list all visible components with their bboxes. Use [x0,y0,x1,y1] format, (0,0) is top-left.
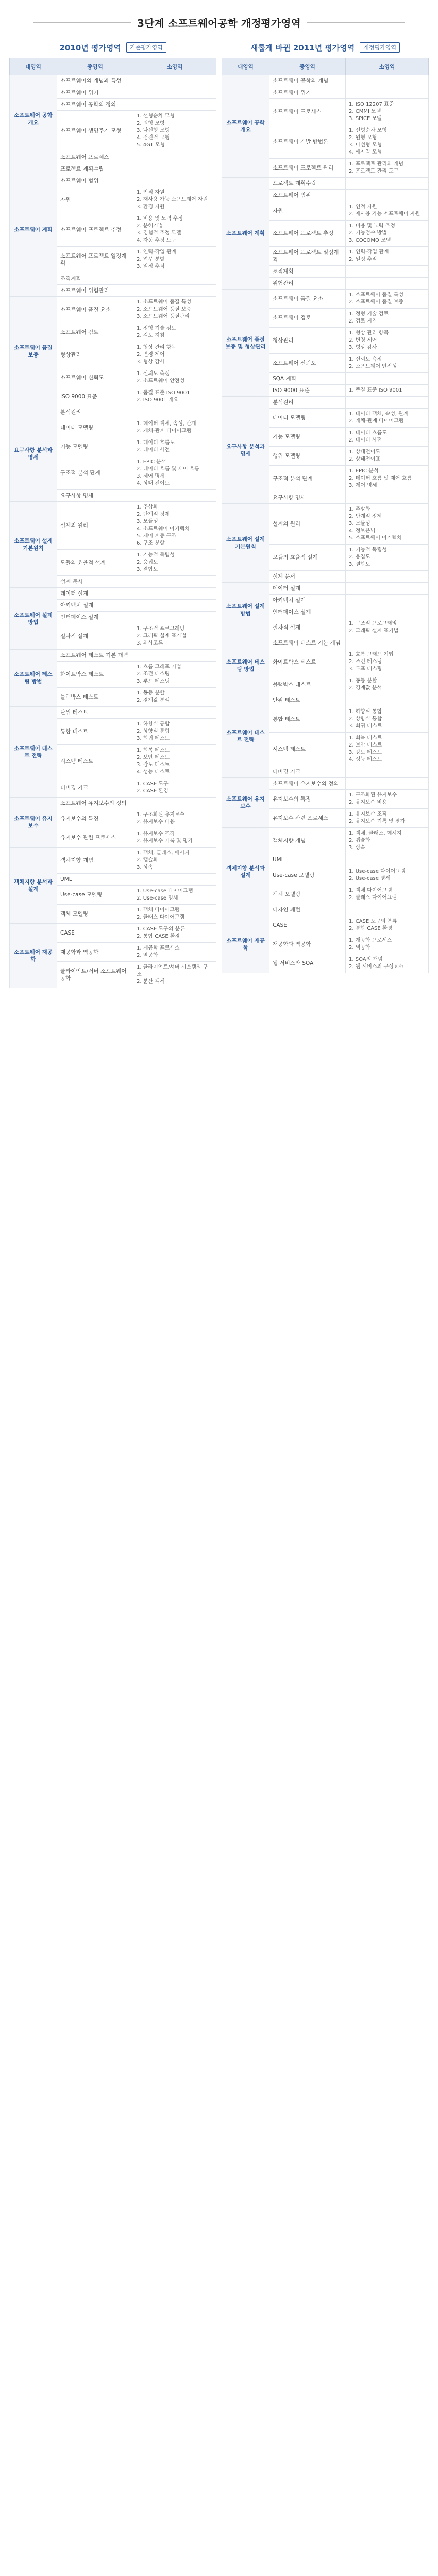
minor-area-cell [346,178,429,190]
mid-area-cell: 소프트웨어 범위 [269,190,346,201]
table-row [10,650,216,662]
mid-area-cell: UML [57,874,133,886]
mid-area-cell: 소프트웨어 위험관리 [57,285,133,297]
major-area-cell: 소프트웨어 테스트 전략 [222,694,269,778]
major-area-cell: 소프트웨어 재공학 [10,924,57,988]
mid-area-cell: Use-case 모델링 [269,866,346,885]
section-title-se [0,7,438,37]
minor-area-cell: 1. 흐름 그래프 기법 2. 조건 테스팅 3. 루프 테스팅 [346,649,429,675]
minor-area-cell: 1. 인적 자원 2. 재사용 가능 소프트웨어 자원 [346,201,429,221]
minor-area-cell: 1. 형상 관리 항목 2. 변경 제어 3. 형상 감사 [346,328,429,354]
left-table-body [10,75,216,988]
mid-area-cell: 소프트웨어 공학의 개념 [269,75,346,87]
mid-area-cell: 유지보수의 특징 [57,809,133,828]
mid-area-cell: 소프트웨어 개발 방법론 [269,125,346,159]
mid-area-cell: 재공학과 역공학 [57,943,133,962]
major-area-cell: 소프트웨어 품질보증 및 형상관리 [222,290,269,397]
mid-area-cell: 디자인 패턴 [269,904,346,916]
mid-area-cell: 소프트웨어 프로젝트 일정계획 [57,247,133,273]
mid-area-cell: 단위 테스트 [269,694,346,706]
mid-area-cell: 통합 테스트 [57,719,133,745]
mid-area-cell: 데이터 설계 [57,588,133,600]
minor-area-cell [133,175,216,187]
mid-area-cell: 객체 모델링 [269,885,346,904]
minor-area-cell: 1. 하향식 통합 2. 상향식 통합 3. 회귀 테스트 [346,706,429,733]
minor-area-cell: 1. 재공학 프로세스 2. 역공학 [133,943,216,962]
major-area-cell: 소프트웨어 품질보증 [10,297,57,406]
minor-area-cell [346,606,429,618]
table-row [10,75,216,87]
minor-area-cell [133,151,216,163]
minor-area-cell: 1. 객체 다이어그램 2. 클래스 다이어그램 [346,885,429,904]
minor-area-cell [346,397,429,409]
minor-area-cell: 1. CASE 도구 2. CASE 환경 [133,778,216,798]
table-row [222,504,429,545]
minor-area-cell [346,266,429,278]
left-column-title: 2010년 평가영역 [59,43,121,53]
mid-area-cell: 소프트웨어 품질 요소 [269,290,346,309]
table-row [10,707,216,719]
minor-area-cell [346,854,429,866]
minor-area-cell [133,99,216,111]
mid-area-cell: Use-case 모델링 [57,886,133,905]
mid-area-cell: 소프트웨어 프로젝트 추정 [269,221,346,247]
mid-area-cell: 조직계획 [57,273,133,285]
mid-area-cell: SQA 계획 [269,373,346,385]
minor-area-cell: 1. 신뢰도 측정 2. 소프트웨어 안전성 [133,368,216,387]
table-row [10,297,216,323]
table-row [10,848,216,874]
left-column-badge: 기존평가영역 [126,42,166,53]
right-column [222,37,429,988]
minor-area-cell: 1. 하향식 통합 2. 상향식 통합 3. 회귀 테스트 [133,719,216,745]
minor-area-cell [346,778,429,790]
table-row [222,916,429,935]
mid-area-cell: 아키텍처 설계 [269,595,346,606]
minor-area-cell: 1. Use-case 다이어그램 2. Use-case 명세 [346,866,429,885]
table-row [222,178,429,190]
minor-area-cell [133,273,216,285]
mid-area-cell: 소프트웨어 신뢰도 [57,368,133,387]
minor-area-cell: 1. 유지보수 조직 2. 유지보수 기록 및 평가 [133,828,216,848]
mid-area-cell: 소프트웨어 신뢰도 [269,354,346,373]
mid-area-cell: 모듈의 효율적 설계 [269,545,346,571]
mid-area-cell: 소프트웨어 위기 [269,87,346,99]
mid-area-cell: 소프트웨어 유지보수의 정의 [57,798,133,809]
minor-area-cell: 1. 클라이언트/서버 시스템의 구조 2. 분산 객체 [133,962,216,988]
minor-area-cell: 1. 정형 기술 검토 2. 검토 지침 [346,309,429,328]
minor-area-cell: 1. 기능적 독립성 2. 응집도 3. 결합도 [346,545,429,571]
major-area-cell: 소프트웨어 테스트 전략 [10,707,57,798]
minor-area-cell: 1. 품질 표준 ISO 9001 [346,385,429,397]
mid-area-cell: 웹 서비스와 SOA [269,954,346,973]
minor-area-cell: 1. ISO 12207 표준 2. CMMI 모델 3. SPICE 모델 [346,99,429,125]
minor-area-cell [346,75,429,87]
table-row [10,502,216,550]
major-area-cell: 요구사항 분석과 명세 [10,406,57,502]
mid-area-cell: 기능 모델링 [269,428,346,447]
mid-area-cell: 시스템 테스트 [57,745,133,778]
minor-area-cell: 1. 데이터 객체, 속성, 관계 2. 개체-관계 다이어그램 [133,418,216,437]
minor-area-cell: 1. 추상화 2. 단계적 정제 3. 모듈성 4. 소프트웨어 아키텍처 5. 제어 계층 구조 6. 구조 분할 [133,502,216,550]
minor-area-cell [133,576,216,588]
minor-area-cell: 1. 비용 및 노력 추정 2. 기능점수 방법 3. COCOMO 모델 [346,221,429,247]
mid-area-cell: UML [269,854,346,866]
mid-area-cell: ISO 9000 표준 [57,387,133,406]
mid-area-cell: 단위 테스트 [57,707,133,719]
mid-area-cell: 자원 [57,187,133,213]
minor-area-cell [346,595,429,606]
minor-area-cell: 1. 선형순차 모형 2. 원형 모형 3. 나선형 모형 4. 점진적 모형 5. 4GT 모형 [133,111,216,151]
header-mid: 중영역 [57,58,133,75]
mid-area-cell: 행위 모델링 [269,447,346,466]
mid-area-cell: 소프트웨어 품질 요소 [57,297,133,323]
mid-area-cell: 객체 모델링 [57,905,133,924]
minor-area-cell: 1. 소프트웨어 품질 특성 2. 소프트웨어 품질 보증 3. 소프트웨어 품질관리 [133,297,216,323]
minor-area-cell [133,406,216,418]
mid-area-cell: 분석원리 [57,406,133,418]
mid-area-cell: 소프트웨어 프로세스 [269,99,346,125]
mid-area-cell: 소프트웨어 위기 [57,87,133,99]
minor-area-cell [346,904,429,916]
minor-area-cell: 1. 구조화된 유지보수 2. 유지보수 비용 [133,809,216,828]
table-row [222,290,429,309]
major-area-cell: 객체지향 분석과 설계 [222,828,269,916]
header-minor: 소영역 [133,58,216,75]
major-area-cell: 소프트웨어 설계방법 [10,588,57,650]
mid-area-cell: 위험관리 [269,278,346,290]
mid-area-cell: 형상관리 [269,328,346,354]
minor-area-cell [133,874,216,886]
mid-area-cell: 소프트웨어 테스트 기본 개념 [57,650,133,662]
minor-area-cell: 1. CASE 도구의 분류 2. 통합 CASE 환경 [133,924,216,943]
minor-area-cell: 1. 데이터 흐름도 2. 데이터 사전 [346,428,429,447]
minor-area-cell [133,612,216,623]
header-major: 대영역 [10,58,57,75]
mid-area-cell: 클라이언트/서버 소프트웨어 공학 [57,962,133,988]
mid-area-cell: 분석원리 [269,397,346,409]
mid-area-cell: 소프트웨어 공학의 정의 [57,99,133,111]
mid-area-cell: 소프트웨어의 개념과 특성 [57,75,133,87]
comparison-columns [0,37,438,988]
major-area-cell: 소프트웨어 유지보수 [10,798,57,848]
mid-area-cell: 요구사항 명세 [269,492,346,504]
minor-area-cell: 1. 유지보수 조직 2. 유지보수 기록 및 평가 [346,809,429,828]
mid-area-cell: 절차적 설계 [57,623,133,650]
minor-area-cell [346,278,429,290]
minor-area-cell: 1. 동등 분할 2. 경계값 분석 [133,688,216,707]
table-row [222,397,429,409]
minor-area-cell: 1. 인력-작업 관계 2. 일정 추적 [346,247,429,266]
minor-area-cell [133,588,216,600]
minor-area-cell: 1. 상태전이도 2. 상태전이표 [346,447,429,466]
table-header-row [222,58,429,75]
minor-area-cell [133,285,216,297]
minor-area-cell: 1. 객체, 클래스, 메시지 2. 캡슐화 3. 상속 [133,848,216,874]
right-column-badge: 개정평가영역 [360,42,400,53]
mid-area-cell: 소프트웨어 유지보수의 정의 [269,778,346,790]
mid-area-cell: 데이터 설계 [269,583,346,595]
mid-area-cell: 재공학과 역공학 [269,935,346,954]
table-row [10,406,216,418]
mid-area-cell: 구조적 분석 단계 [269,466,346,492]
minor-area-cell: 1. 데이터 흐름도 2. 데이터 사전 [133,437,216,456]
minor-area-cell [346,766,429,778]
table-row [10,798,216,809]
minor-area-cell: 1. Use-case 다이어그램 2. Use-case 명세 [133,886,216,905]
minor-area-cell: 1. SOA의 개념 2. 웹 서비스의 구성요소 [346,954,429,973]
mid-area-cell: 소프트웨어 프로젝트 추정 [57,213,133,247]
mid-area-cell: 블랙박스 테스트 [57,688,133,707]
minor-area-cell [346,637,429,649]
major-area-cell: 소프트웨어 설계 기본원칙 [10,502,57,588]
table-row [222,637,429,649]
mid-area-cell: 소프트웨어 프로젝트 관리 [269,159,346,178]
mid-area-cell: 요구사항 명세 [57,490,133,502]
minor-area-cell: 1. 객체 다이어그램 2. 클래스 다이어그램 [133,905,216,924]
minor-area-cell: 1. 추상화 2. 단계적 정제 3. 모듈성 4. 정보은닉 5. 소프트웨어 아키텍처 [346,504,429,545]
minor-area-cell: 1. 객체, 클래스, 메시지 2. 캡슐화 3. 상속 [346,828,429,854]
title-rule [33,22,131,23]
minor-area-cell: 1. 재공학 프로세스 2. 역공학 [346,935,429,954]
minor-area-cell: 1. 데이터 객체, 속성, 관계 2. 개체-관계 다이어그램 [346,409,429,428]
minor-area-cell: 1. 선형순차 모형 2. 원형 모형 3. 나선형 모형 4. 애자일 모형 [346,125,429,159]
minor-area-cell [346,571,429,583]
mid-area-cell: 시스템 테스트 [269,733,346,766]
mid-area-cell: 설계의 원리 [57,502,133,550]
header-major: 대영역 [222,58,269,75]
minor-area-cell [346,87,429,99]
minor-area-cell [133,163,216,175]
mid-area-cell: 디버깅 기교 [269,766,346,778]
minor-area-cell: 1. 정형 기술 검토 2. 검토 지침 [133,323,216,342]
left-column [9,37,216,988]
minor-area-cell: 1. 인력-작업 관계 2. 업무 분할 3. 일정 추적 [133,247,216,273]
mid-area-cell: 소프트웨어 프로젝트 일정계획 [269,247,346,266]
mid-area-cell: 인터페이스 설계 [269,606,346,618]
major-area-cell: 소프트웨어 설계방법 [222,583,269,637]
major-area-cell: 소프트웨어 테스팅 방법 [222,637,269,694]
minor-area-cell: 1. 회복 테스트 2. 보안 테스트 3. 강도 테스트 4. 성능 테스트 [133,745,216,778]
minor-area-cell: 1. 형상 관리 항목 2. 변경 제어 3. 형상 감사 [133,342,216,368]
mid-area-cell: 통합 테스트 [269,706,346,733]
minor-area-cell: 1. EPIC 분석 2. 데이터 흐름 및 제어 흐름 3. 제어 명세 4. 상태 전이도 [133,456,216,490]
major-area-cell: 소프트웨어 설계 기본원칙 [222,504,269,583]
right-table-body [222,75,429,973]
mid-area-cell: 화이트박스 테스트 [57,662,133,688]
minor-area-cell: 1. 인적 자원 2. 재사용 가능 소프트웨어 자원 3. 환경 자원 [133,187,216,213]
minor-area-cell [346,373,429,385]
right-column-title: 새롭게 바뀐 2011년 평가영역 [250,43,355,53]
major-area-cell: 소프트웨어 공학 개요 [222,75,269,178]
mid-area-cell: 소프트웨어 생명주기 모형 [57,111,133,151]
mid-area-cell: 소프트웨어 테스트 기본 개념 [269,637,346,649]
mid-area-cell: 프로젝트 계획수립 [269,178,346,190]
major-area-cell: 소프트웨어 계획 [222,178,269,290]
table-row [222,583,429,595]
table-row [222,828,429,854]
header-mid: 중영역 [269,58,346,75]
mid-area-cell: 설계 문서 [57,576,133,588]
major-area-cell: 소프트웨어 유지보수 [222,778,269,828]
minor-area-cell: 1. 품질 표준 ISO 9001 2. ISO 9001 개요 [133,387,216,406]
left-table [9,58,216,988]
table-row [10,163,216,175]
left-column-header [9,37,216,58]
section-title-text: 3단계 소프트웨어공학 개정평가영역 [137,16,301,29]
minor-area-cell [346,583,429,595]
mid-area-cell: 소프트웨어 검토 [57,323,133,342]
minor-area-cell [133,87,216,99]
minor-area-cell [133,75,216,87]
minor-area-cell: 1. 프로젝트 관리의 개념 2. 프로젝트 관리 도구 [346,159,429,178]
minor-area-cell [346,492,429,504]
mid-area-cell: 유지보수 관련 프로세스 [57,828,133,848]
table-row [10,924,216,943]
mid-area-cell: 조직계획 [269,266,346,278]
mid-area-cell: ISO 9000 표준 [269,385,346,397]
minor-area-cell: 1. 소프트웨어 품질 특성 2. 소프트웨어 품질 보증 [346,290,429,309]
minor-area-cell [133,798,216,809]
mid-area-cell: 디버깅 기교 [57,778,133,798]
title-rule [307,22,405,23]
mid-area-cell: 형상관리 [57,342,133,368]
minor-area-cell: 1. 신뢰도 측정 2. 소프트웨어 안전성 [346,354,429,373]
mid-area-cell: 데이터 모델링 [269,409,346,428]
major-area-cell: 요구사항 분석과 명세 [222,397,269,504]
mid-area-cell: 인터페이스 설계 [57,612,133,623]
mid-area-cell: 프로젝트 계획수립 [57,163,133,175]
major-area-cell: 소프트웨어 재공학 [222,916,269,973]
mid-area-cell: 소프트웨어 프로세스 [57,151,133,163]
minor-area-cell [133,707,216,719]
right-table [222,58,429,973]
minor-area-cell: 1. 동등 분할 2. 경계값 분석 [346,675,429,694]
minor-area-cell: 1. 기능적 독립성 2. 응집도 3. 결합도 [133,550,216,576]
table-row [10,588,216,600]
mid-area-cell: 화이트박스 테스트 [269,649,346,675]
major-area-cell: 소프트웨어 공학 개요 [10,75,57,163]
table-header-row [10,58,216,75]
table-row [222,694,429,706]
mid-area-cell: 유지보수 관련 프로세스 [269,809,346,828]
major-area-cell: 소프트웨어 테스팅 방법 [10,650,57,707]
mid-area-cell: 소프트웨어 범위 [57,175,133,187]
mid-area-cell: CASE [57,924,133,943]
minor-area-cell: 1. 구조화된 유지보수 2. 유지보수 비용 [346,790,429,809]
right-column-header [222,37,429,58]
mid-area-cell: 설계의 원리 [269,504,346,545]
mid-area-cell: 자원 [269,201,346,221]
mid-area-cell: 모듈의 효율적 설계 [57,550,133,576]
minor-area-cell: 1. 구조적 프로그래밍 2. 그래픽 설계 표기법 3. 의사코드 [133,623,216,650]
mid-area-cell: 아키텍처 설계 [57,600,133,612]
major-area-cell: 객체지향 분석과 설계 [10,848,57,924]
table-row [222,778,429,790]
mid-area-cell: 데이터 모델링 [57,418,133,437]
minor-area-cell [133,490,216,502]
mid-area-cell: CASE [269,916,346,935]
mid-area-cell: 설계 문서 [269,571,346,583]
minor-area-cell: 1. EPIC 분석 2. 데이터 흐름 및 제어 흐름 3. 제어 명세 [346,466,429,492]
table-row [222,75,429,87]
minor-area-cell [133,600,216,612]
minor-area-cell [346,694,429,706]
mid-area-cell: 절차적 설계 [269,618,346,637]
mid-area-cell: 객체지향 개념 [269,828,346,854]
minor-area-cell: 1. 회복 테스트 2. 보안 테스트 3. 강도 테스트 4. 성능 테스트 [346,733,429,766]
page [0,7,438,2576]
minor-area-cell: 1. 흐름 그래프 기법 2. 조건 테스팅 3. 루프 테스팅 [133,662,216,688]
mid-area-cell: 유지보수의 특징 [269,790,346,809]
mid-area-cell: 소프트웨어 검토 [269,309,346,328]
major-area-cell: 소프트웨어 계획 [10,163,57,297]
minor-area-cell: 1. CASE 도구의 분류 2. 통합 CASE 환경 [346,916,429,935]
minor-area-cell [346,190,429,201]
header-minor: 소영역 [346,58,429,75]
minor-area-cell [133,650,216,662]
mid-area-cell: 기능 모델링 [57,437,133,456]
minor-area-cell: 1. 비용 및 노력 추정 2. 분해기법 3. 경험적 추정 모델 4. 자동 추정 도구 [133,213,216,247]
mid-area-cell: 구조적 분석 단계 [57,456,133,490]
mid-area-cell: 객체지향 개념 [57,848,133,874]
minor-area-cell: 1. 구조적 프로그래밍 2. 그래픽 설계 표기법 [346,618,429,637]
mid-area-cell: 블랙박스 테스트 [269,675,346,694]
